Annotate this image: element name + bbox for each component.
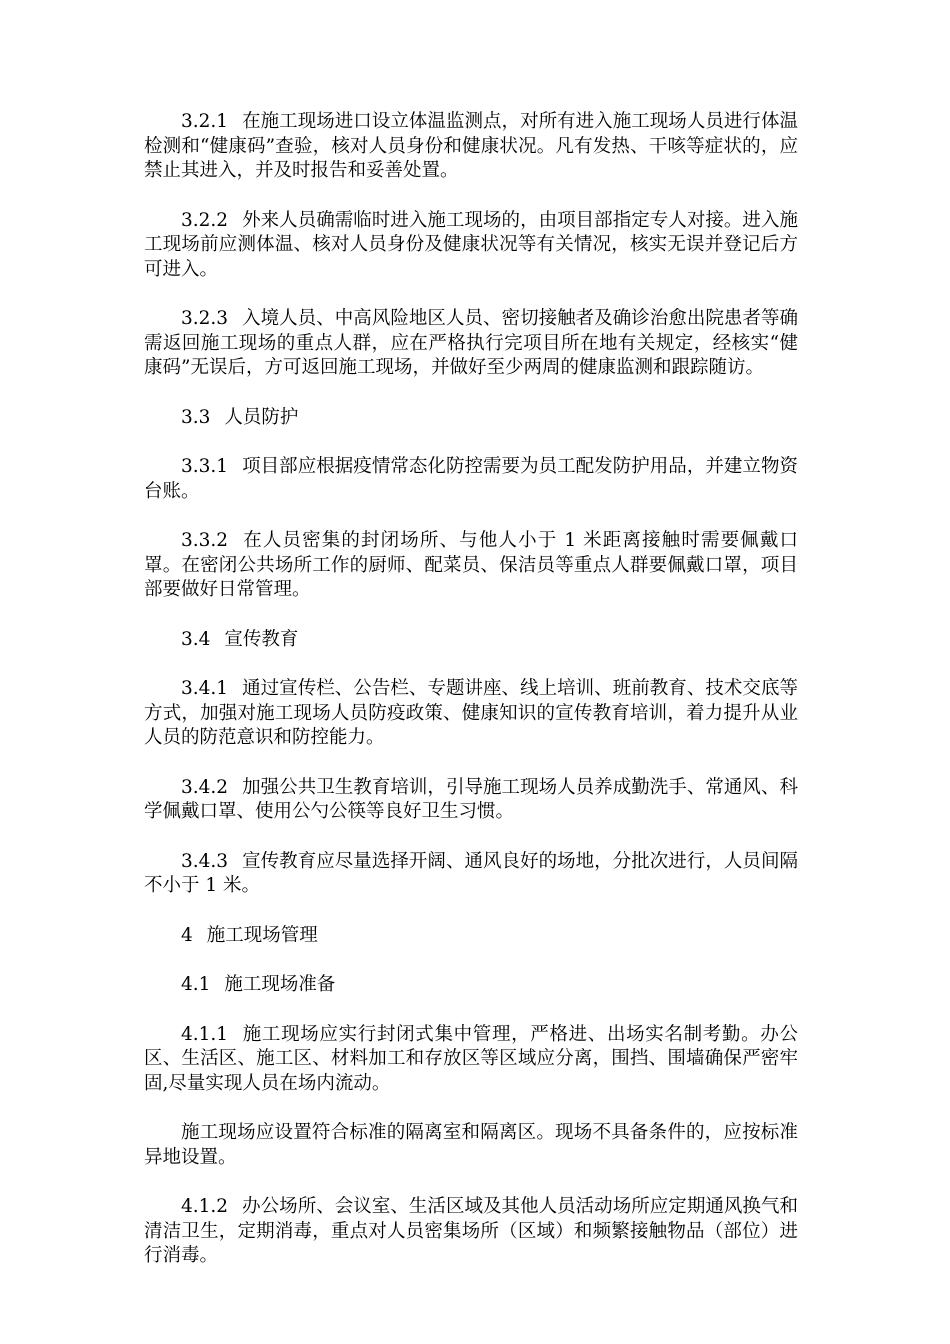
heading-text: 施工现场管理 [206, 924, 318, 946]
paragraph-text: 施工现场应设置符合标准的隔离室和隔离区。现场不具备条件的，应按标准异地设置。 [144, 1122, 798, 1168]
section-number: 3.2.2 [181, 209, 229, 231]
paragraph-text: 在施工现场进口设立体温监测点，对所有进入施工现场人员进行体温检测和“健康码”查验，核对人员身份和健康状况。凡有发热、干咳等症状的，应禁止其进入，并及时报告和妥善处置。 [144, 111, 798, 181]
section-number: 3.4.3 [181, 850, 229, 872]
section-number: 3.3.1 [181, 456, 229, 477]
paragraph-3-2-1 [144, 110, 798, 184]
paragraph-3-4-1 [144, 677, 798, 751]
paragraph-text: 通过宣传栏、公告栏、专题讲座、线上培训、班前教育、技术交底等方式，加强对施工现场人员防疫政策、健康知识的宣传教育培训，着力提升从业人员的防范意识和防控能力。 [144, 678, 798, 748]
paragraph-text: 宣传教育应尽量选择开阔、通风良好的场地，分批次进行，人员间隔不小于 1 米。 [144, 850, 798, 896]
paragraph-text: 加强公共卫生教育培训，引导施工现场人员养成勤洗手、常通风、科学佩戴口罩、使用公勺公筷等良好卫生习惯。 [144, 776, 798, 822]
paragraph-4-1-1 [144, 1023, 798, 1097]
section-number: 4.1.2 [181, 1196, 229, 1217]
paragraph-text: 在人员密集的封闭场所、与他人小于 1 米距离接触时需要佩戴口罩。在密闭公共场所工作的厨师、配菜员、保洁员等重点人群要佩戴口罩，项目部要做好日常管理。 [144, 530, 798, 600]
heading-3-4 [144, 628, 798, 653]
section-number: 4 [181, 924, 193, 946]
paragraph-isolation [144, 1121, 798, 1170]
paragraph-text: 外来人员确需临时进入施工现场的，由项目部指定专人对接。进入施工现场前应测体温、核对人员身份及健康状况等有关情况，核实无误并登记后方可进入。 [144, 209, 798, 280]
paragraph-text: 办公场所、会议室、生活区域及其他人员活动场所应定期通风换气和清洁卫生，定期消毒，重点对人员密集场所（区域）和频繁接触物品（部位）进行消毒。 [144, 1196, 798, 1266]
paragraph-text: 施工现场应实行封闭式集中管理，严格进、出场实名制考勤。办公区、生活区、施工区、材料加工和存放区等区域应分离，围挡、围墙确保严密牢固,尽量实现人员在场内流动。 [144, 1023, 798, 1094]
heading-4 [144, 924, 798, 949]
paragraph-3-4-3 [144, 850, 798, 899]
paragraph-3-3-2 [144, 529, 798, 603]
section-number: 4.1 [181, 974, 211, 995]
heading-text: 宣传教育 [224, 628, 299, 650]
document-body [144, 110, 798, 1294]
paragraph-3-2-2 [144, 209, 798, 283]
paragraph-text: 项目部应根据疫情常态化防控需要为员工配发防护用品，并建立物资台账。 [144, 456, 798, 502]
section-number: 4.1.1 [181, 1023, 229, 1045]
paragraph-3-4-2 [144, 776, 798, 825]
heading-text: 施工现场准备 [224, 974, 336, 995]
heading-text: 人员防护 [224, 406, 299, 428]
section-number: 3.4.1 [181, 678, 229, 699]
section-number: 3.4 [181, 628, 211, 650]
heading-4-1 [144, 973, 798, 998]
paragraph-text: 入境人员、中高风险地区人员、密切接触者及确诊治愈出院患者等确需返回施工现场的重点人群，应在严格执行完项目所在地有关规定，经核实“健康码”无误后，方可返回施工现场，并做好至少两周的健康监测和跟踪随访。 [144, 308, 798, 378]
section-number: 3.4.2 [181, 776, 229, 798]
paragraph-4-1-2 [144, 1195, 798, 1269]
paragraph-3-3-1 [144, 455, 798, 504]
paragraph-3-2-3 [144, 307, 798, 381]
section-number: 3.2.1 [181, 111, 229, 132]
section-number: 3.3.2 [181, 530, 229, 551]
heading-3-3 [144, 406, 798, 431]
section-number: 3.3 [181, 406, 211, 428]
section-number: 3.2.3 [181, 308, 229, 329]
